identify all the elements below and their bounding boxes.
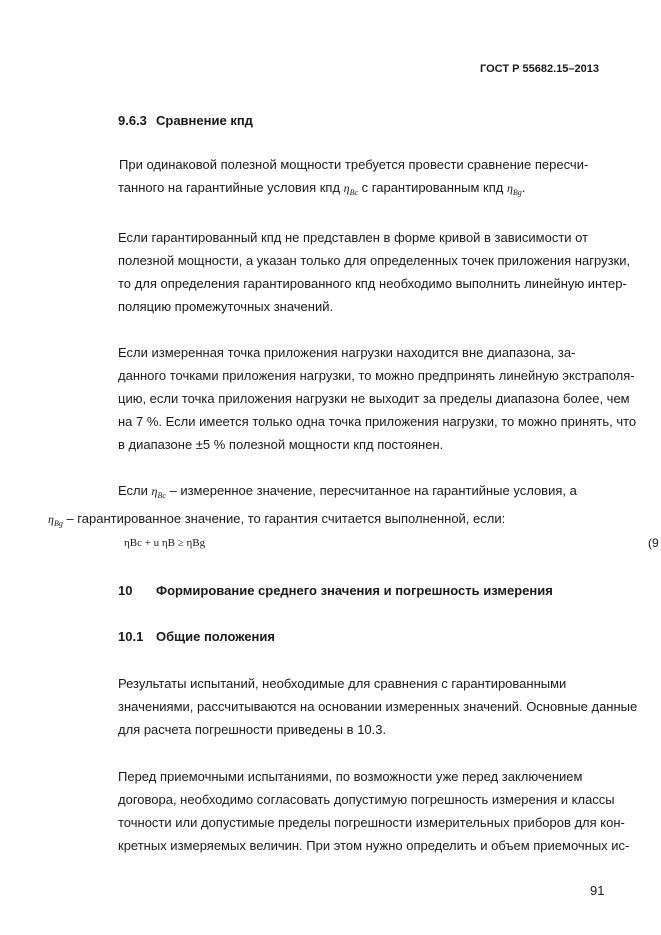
section-title: Общие положения <box>156 629 275 644</box>
paragraph-1 <box>118 153 612 204</box>
eta-bc-symbol: $\eta_{Bc}$ <box>151 484 166 500</box>
paragraph-line: Если измеренная точка приложения нагрузки находится вне диапазона, за- <box>118 345 576 360</box>
paragraph-line: $\eta_{Bg}$ – гарантированное значение, то гарантия считается выполненной, если: <box>48 511 506 528</box>
paragraph-text: танного на гарантийные условия кпд <box>118 180 344 195</box>
formula-number: (9 <box>648 536 659 550</box>
paragraph-line: Если $\eta_{Bc}$ – измеренное значение, пересчитанное на гарантийные условия, а <box>118 483 577 500</box>
paragraph-line: полезной мощности, а указан только для определенных точек приложения нагрузки, <box>118 253 631 268</box>
document-code: ГОСТ Р 55682.15–2013 <box>480 63 599 75</box>
paragraph-line: в диапазоне ±5 % полезной мощности кпд постоянен. <box>118 437 444 452</box>
section-heading-9-6-3 <box>118 113 253 128</box>
paragraph-line: Если гарантированный кпд не представлен в форме кривой в зависимости от <box>118 230 589 245</box>
paragraph-line: При одинаковой полезной мощности требуется провести сравнение пересчи- <box>119 157 589 172</box>
paragraph-line: данного точками приложения нагрузки, то можно предпринять линейную экстраполя- <box>118 368 635 383</box>
paragraph-line: для расчета погрешности приведены в 10.3. <box>118 722 387 737</box>
section-number: 9.6.3 <box>118 113 147 128</box>
section-heading-10 <box>118 583 553 598</box>
eta-bc-symbol: $\eta_{Bc}$ <box>343 181 359 197</box>
paragraph-line: Перед приемочными испытаниями, по возможности уже перед заключением <box>118 769 583 784</box>
eta-bg-symbol: $\eta_{Bg}$ <box>506 181 522 197</box>
section-title: Формирование среднего значения и погрешность измерения <box>156 583 553 598</box>
paragraph-line: точности или допустимые пределы погрешности измерительных приборов для кон- <box>118 815 625 830</box>
paragraph-line: поляцию промежуточных значений. <box>118 299 334 314</box>
eta-bg-symbol: $\eta_{Bg}$ <box>48 512 63 528</box>
paragraph-line: на 7 %. Если имеется только одна точка приложения нагрузки, то можно принять, что <box>118 414 637 429</box>
paragraph-3 <box>118 341 637 456</box>
paragraph-line: танного на гарантийные условия кпд $\eta_{Bc}$ с гарантированным кпд $\eta_{Bg}$. <box>118 180 526 197</box>
section-number: 10.1 <box>118 629 144 644</box>
paragraph-line: кретных измеряемых величин. При этом нужно определить и объем приемочных ис- <box>118 838 630 853</box>
page-number: 91 <box>590 883 605 898</box>
paragraph-line: значениями, рассчитываются на основании измеренных значений. Основные данные <box>118 699 638 714</box>
section-title: Сравнение кпд <box>156 113 253 128</box>
paragraph-4 <box>48 479 612 535</box>
paragraph-line: Результаты испытаний, необходимые для сравнения с гарантированными <box>118 676 567 691</box>
paragraph-2 <box>118 226 631 318</box>
paragraph-line: то для определения гарантированного кпд необходимо выполнить линейную интер- <box>118 276 627 291</box>
section-heading-10-1 <box>118 629 275 644</box>
paragraph-text: с гарантированным кпд <box>358 180 507 195</box>
paragraph-line: договора, необходимо согласовать допустимую погрешность измерения и классы <box>118 792 615 807</box>
paragraph-6 <box>118 765 630 857</box>
section-number: 10 <box>118 583 133 598</box>
formula: ηBc + u ηB ≥ ηBg <box>124 537 206 549</box>
paragraph-5 <box>118 672 638 741</box>
paragraph-line: цию, если точка приложения нагрузки не выходит за пределы диапазона более, чем <box>118 391 630 406</box>
